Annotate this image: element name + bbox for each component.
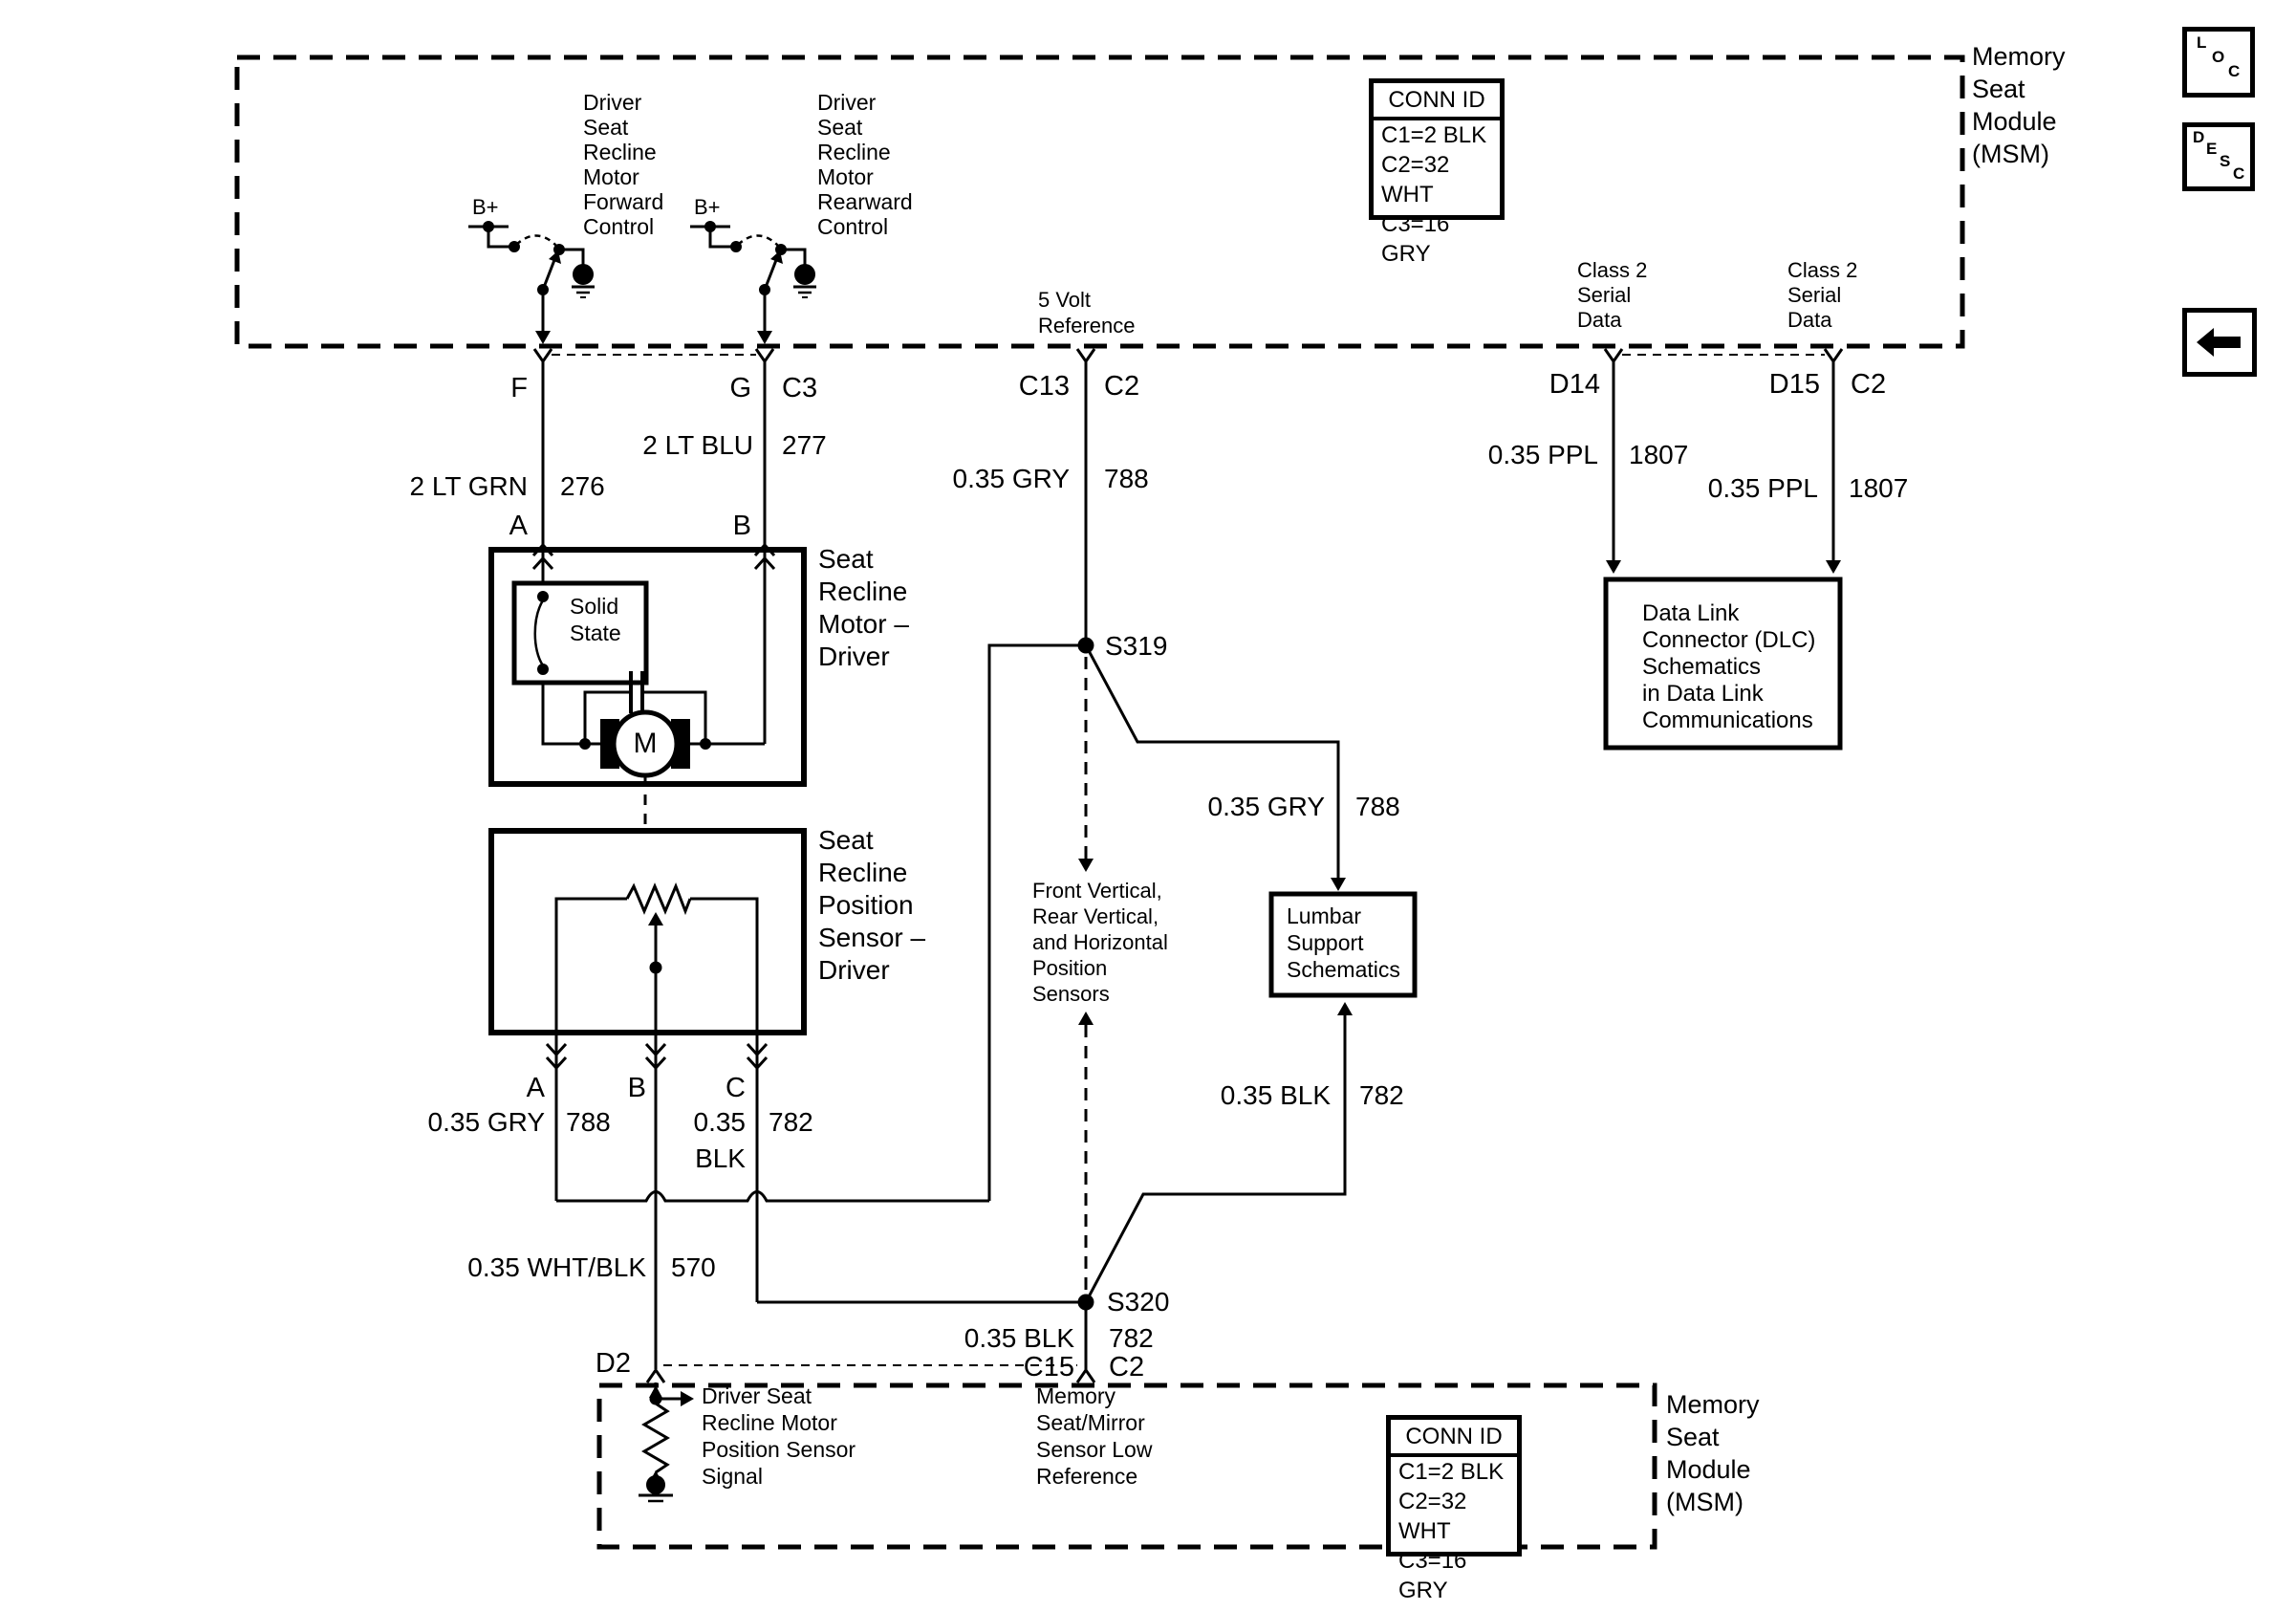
pin-label-c: C xyxy=(726,1073,746,1103)
pin-label-d2: D2 xyxy=(595,1348,631,1379)
top-msm-title: Memory Seat Module (MSM) xyxy=(1972,42,2066,168)
wire-color: 0.35 GRY xyxy=(1207,792,1325,821)
wire-color: 0.35 GRY xyxy=(427,1107,545,1137)
wire-circuit: 782 xyxy=(1109,1323,1154,1353)
rearward-switch-symbol xyxy=(690,223,816,345)
wire-s319-to-lumbar xyxy=(1086,645,1338,878)
pin-label-c15: C15 xyxy=(1023,1352,1074,1382)
front-sensors-reference-label: Front Vertical, Rear Vertical, and Horizontal Position Sensors xyxy=(1032,879,1168,1006)
resistor-vertical xyxy=(644,1404,667,1472)
pin-label-d15: D15 xyxy=(1768,369,1820,400)
conn-label-c2: C2 xyxy=(1851,369,1887,400)
rearward-control-label: Driver Seat Recline Motor Rearward Control xyxy=(817,90,913,239)
conn-id-row: C1=2 BLK xyxy=(1381,122,1487,148)
conn-id-table-top xyxy=(1369,78,1505,267)
wire-circuit: 788 xyxy=(566,1107,611,1137)
desc-button[interactable] xyxy=(2182,122,2255,191)
pin-label-a: A xyxy=(526,1073,545,1103)
wire-circuit: 788 xyxy=(1104,464,1149,493)
wire-circuit: 570 xyxy=(671,1252,716,1282)
wire-color: BLK xyxy=(695,1143,746,1173)
pin-label-f: F xyxy=(510,373,528,403)
desc-letter: C xyxy=(2233,164,2245,183)
conn-label-c3: C3 xyxy=(782,373,818,403)
conn-id-title: CONN ID xyxy=(1374,83,1500,120)
loc-button[interactable] xyxy=(2182,27,2255,98)
b-plus-label: B+ xyxy=(472,195,499,219)
wire-color: 0.35 BLK xyxy=(964,1323,1074,1353)
wire-circuit: 782 xyxy=(1359,1080,1404,1110)
class2-serial-data-label: Class 2 Serial Data xyxy=(1787,258,1858,332)
wire-color: 0.35 PPL xyxy=(1707,473,1818,503)
splice-label-s320: S320 xyxy=(1107,1287,1170,1317)
wire-circuit: 277 xyxy=(782,430,827,460)
loc-letter: L xyxy=(2197,33,2207,52)
five-volt-reference-label: 5 Volt Reference xyxy=(1038,288,1136,337)
dlc-reference-label: Data Link Connector (DLC) Schematics in Data Link Communications xyxy=(1642,600,1816,733)
potentiometer-resistor xyxy=(627,886,690,911)
pin-label-a: A xyxy=(509,511,528,541)
seat-recline-motor-label: Seat Recline Motor – Driver xyxy=(818,544,909,671)
wire-color: 0.35 WHT/BLK xyxy=(467,1252,646,1282)
wire-color: 0.35 PPL xyxy=(1487,440,1598,469)
wire-circuit: 782 xyxy=(769,1107,813,1137)
wire-color: 2 LT GRN xyxy=(409,471,528,501)
bottom-msm-title: Memory Seat Module (MSM) xyxy=(1666,1390,1760,1516)
conn-id-row: C3=16 GRY xyxy=(1398,1548,1467,1603)
motor-m-label: M xyxy=(633,728,658,759)
wire-circuit: 276 xyxy=(560,471,605,501)
wire-color: 0.35 xyxy=(693,1107,746,1137)
desc-letter: E xyxy=(2206,140,2218,158)
conn-id-row: C2=32 WHT xyxy=(1381,152,1450,207)
conn-id-row: C3=16 GRY xyxy=(1381,211,1450,267)
back-arrow-icon xyxy=(2187,313,2252,372)
pin-label-c13: C13 xyxy=(1018,371,1070,402)
recline-sensor-signal-label: Driver Seat Recline Motor Position Sensor Signal xyxy=(702,1383,856,1489)
forward-control-label: Driver Seat Recline Motor Forward Control xyxy=(583,90,664,239)
position-sensor-signal-symbol xyxy=(639,1382,694,1501)
b-plus-label: B+ xyxy=(694,195,721,219)
seat-recline-position-sensor-label: Seat Recline Position Sensor – Driver xyxy=(818,825,926,985)
sensor-low-reference-label: Memory Seat/Mirror Sensor Low Reference xyxy=(1036,1383,1153,1489)
wire-color: 2 LT BLU xyxy=(642,430,753,460)
conn-id-table-bottom xyxy=(1386,1415,1522,1603)
pin-label-b: B xyxy=(732,511,751,541)
back-button[interactable] xyxy=(2182,308,2257,377)
wire-circuit: 1807 xyxy=(1849,473,1909,503)
wire-a-horizontal-run xyxy=(556,1192,989,1202)
pin-label-g: G xyxy=(729,373,751,403)
wire-circuit: 788 xyxy=(1355,792,1400,821)
conn-label-c2: C2 xyxy=(1109,1352,1145,1382)
lumbar-reference-label: Lumbar Support Schematics xyxy=(1287,903,1400,982)
pin-label-b: B xyxy=(627,1073,646,1103)
conn-label-c2: C2 xyxy=(1104,371,1140,402)
conn-id-row: C1=2 BLK xyxy=(1398,1459,1505,1485)
loc-letter: C xyxy=(2228,62,2241,80)
wire-circuit: 1807 xyxy=(1629,440,1689,469)
wire-s320-to-lumbar xyxy=(1086,1015,1345,1302)
conn-id-title: CONN ID xyxy=(1391,1420,1517,1457)
wire-color: 0.35 GRY xyxy=(952,464,1070,493)
pin-label-d14: D14 xyxy=(1549,369,1600,400)
class2-serial-data-label: Class 2 Serial Data xyxy=(1577,258,1648,332)
seat-recline-position-sensor-box xyxy=(491,831,804,1033)
wire-color: 0.35 BLK xyxy=(1220,1080,1331,1110)
loc-letter: O xyxy=(2212,48,2225,66)
desc-letter: S xyxy=(2220,152,2231,170)
forward-switch-symbol xyxy=(468,223,595,345)
conn-id-row: C2=32 WHT xyxy=(1398,1489,1467,1544)
desc-letter: D xyxy=(2193,128,2205,146)
solid-state-label: Solid State xyxy=(570,594,621,645)
splice-label-s319: S319 xyxy=(1105,631,1168,661)
